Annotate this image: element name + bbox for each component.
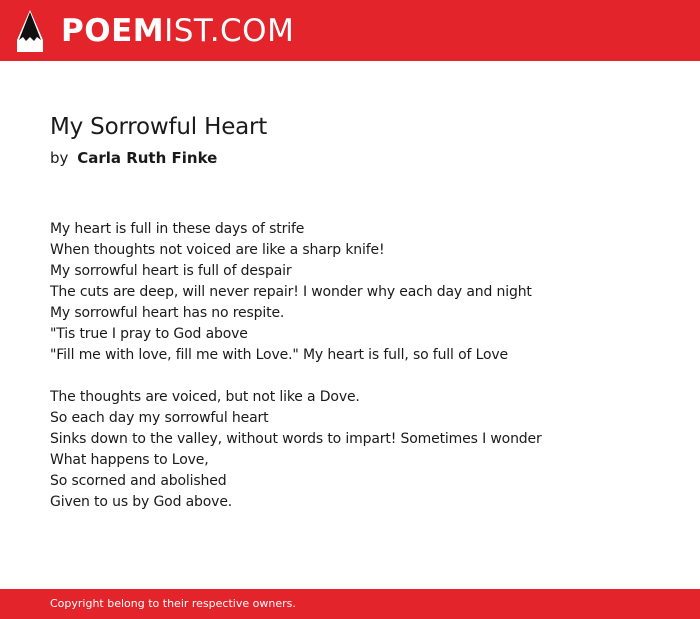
poem-line: My heart is full in these days of strife	[50, 221, 305, 237]
poem-line: "Tis true I pray to God above	[50, 326, 248, 342]
site-footer	[0, 589, 700, 619]
poem-line: My sorrowful heart has no respite.	[50, 305, 285, 321]
poem-line: Sinks down to the valley, without words to impart! Sometimes I wonder	[50, 431, 542, 447]
logo-text-light: IST.COM	[164, 13, 295, 49]
poem-line: So each day my sorrowful heart	[50, 410, 269, 426]
poem-line: The cuts are deep, will never repair! I wonder why each day and night	[50, 284, 532, 300]
poem-line: When thoughts not voiced are like a sharp knife!	[50, 242, 385, 258]
logo-text-bold: POEM	[61, 13, 165, 49]
by-label: by	[50, 149, 69, 167]
poem-line: "Fill me with love, fill me with Love." My heart is full, so full of Love	[50, 347, 509, 363]
pencil-tip-icon	[17, 10, 43, 52]
byline	[50, 149, 217, 167]
poem-line: My sorrowful heart is full of despair	[50, 263, 292, 279]
stanza-1	[50, 219, 670, 366]
site-logo[interactable]	[61, 12, 294, 50]
poem-line: What happens to Love,	[50, 452, 209, 468]
author-name: Carla Ruth Finke	[77, 149, 218, 167]
poem-line: So scorned and abolished	[50, 473, 227, 489]
poem-line: The thoughts are voiced, but not like a Dove.	[50, 389, 360, 405]
site-header	[0, 0, 700, 61]
poem-body	[50, 219, 670, 534]
stanza-2	[50, 387, 670, 513]
poem-title: My Sorrowful Heart	[50, 114, 268, 140]
copyright-notice: Copyright belong to their respective owners.	[50, 597, 296, 610]
poem-line: Given to us by God above.	[50, 494, 233, 510]
